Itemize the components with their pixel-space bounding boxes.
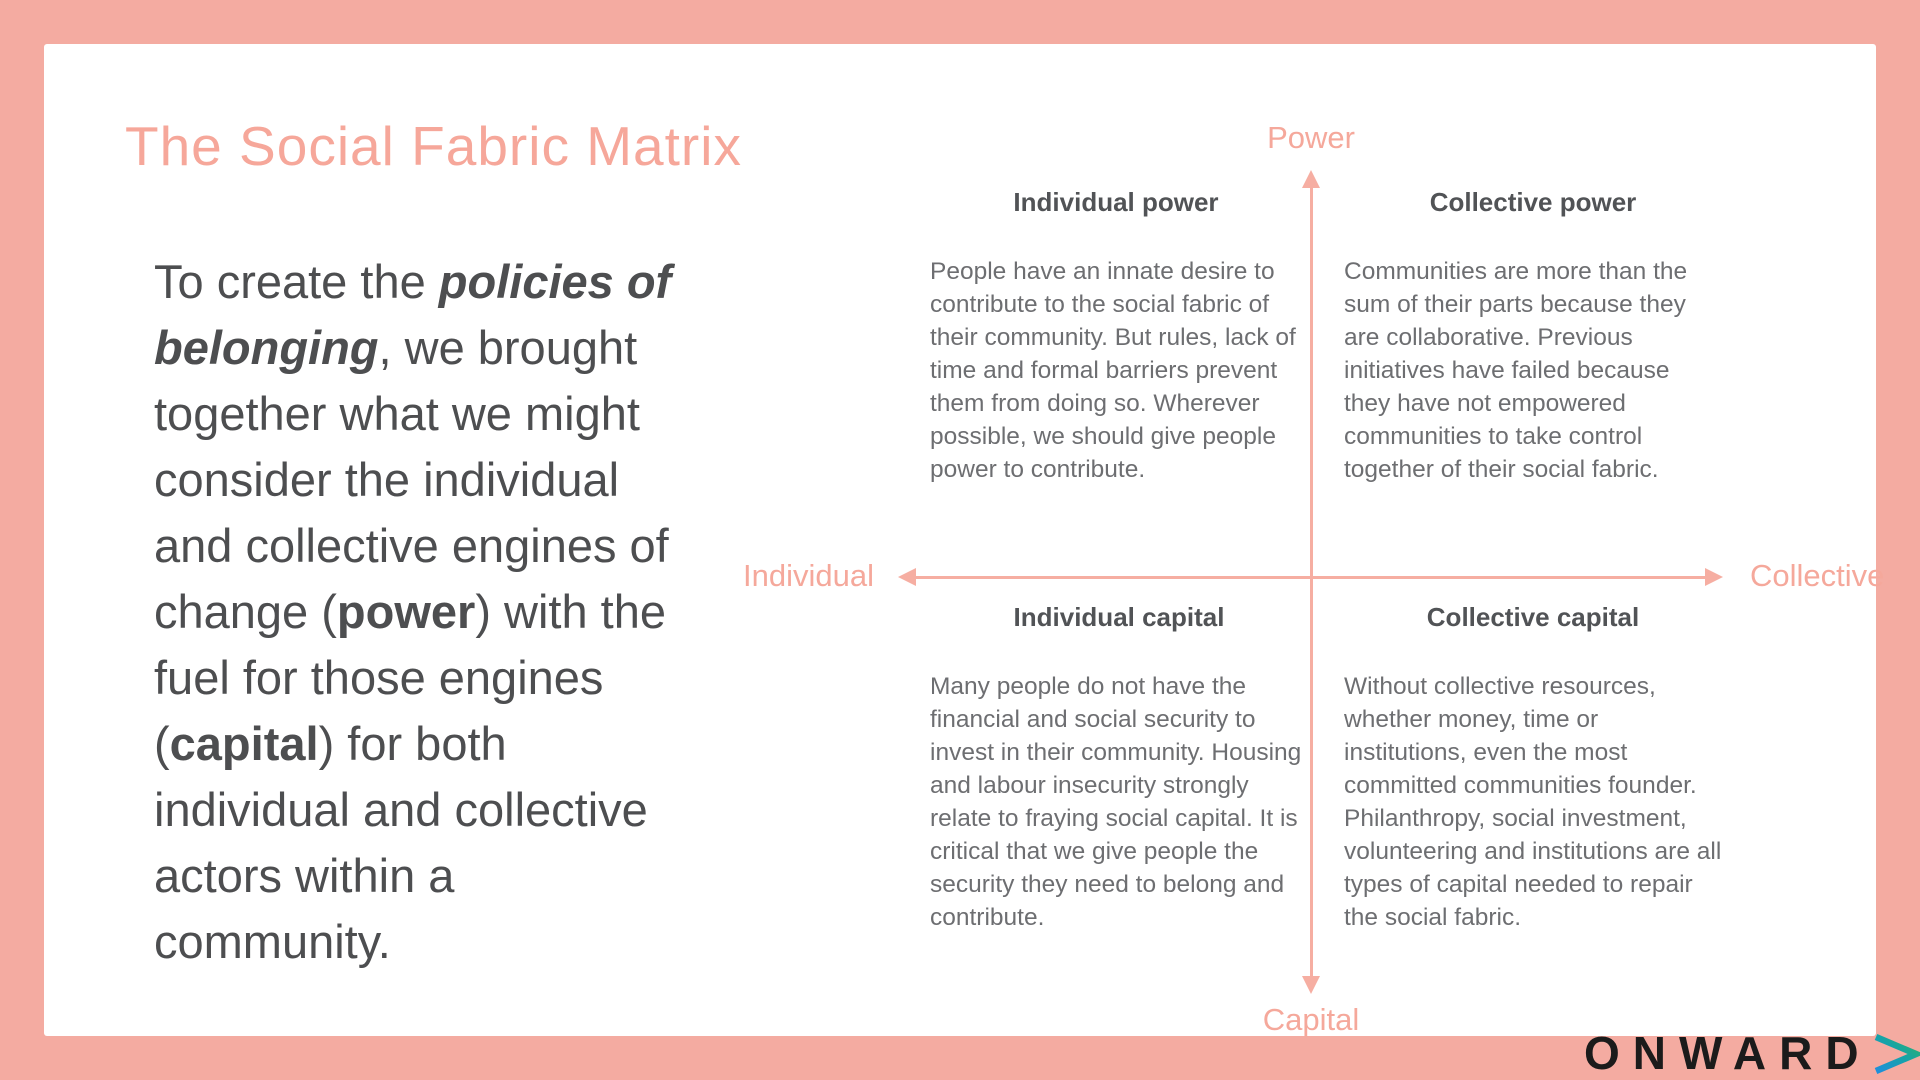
quadrant-title: Collective capital (1426, 602, 1640, 632)
intro-line (154, 645, 774, 711)
intro-text: ) with the (475, 585, 667, 638)
onward-wordmark: ONWARD (1584, 1027, 1872, 1079)
intro-text: fuel for those engines (154, 651, 604, 704)
quadrant-body: Communities are more than the sum of their parts because they are collaborative. Previous initiatives have failed because they have not empowered communities to take control together of their social fabric. (1344, 258, 1688, 483)
intro-text-emphasis: belonging (154, 321, 379, 374)
intro-paragraph (154, 249, 774, 975)
quadrant-collective-capital (1344, 600, 1722, 934)
intro-text-emphasis: policies of (438, 255, 672, 308)
quadrant-body: Many people do not have the financial and social security to invest in their community. Housing and labour insecurity strongly relate to fraying social capital. It is critical that we give people the security they need to belong and contribute. (930, 673, 1302, 931)
quadrant-title: Individual capital (1013, 602, 1225, 632)
axis-label-individual: Individual (743, 558, 874, 593)
quadrant-title: Individual power (1013, 187, 1219, 217)
quadrant-body: People have an innate desire to contribute to the social fabric of their community. But rules, lack of time and formal barriers prevent them from doing so. Wherever possible, we should give people power to contribute. (930, 258, 1296, 483)
arrow-down-icon (1302, 976, 1320, 994)
quadrant-body: Without collective resources, whether money, time or institutions, even the most committed communities founder. Philanthropy, social investment, volunteering and institutions are all types of capital needed to repair the social fabric. (1344, 673, 1722, 931)
intro-line (154, 249, 774, 315)
intro-line (154, 843, 774, 909)
intro-line (154, 777, 774, 843)
axis-label-collective: Collective (1750, 558, 1885, 593)
intro-text: consider the individual (154, 453, 620, 506)
axis-label-capital: Capital (1262, 1002, 1360, 1037)
intro-line (154, 381, 774, 447)
intro-text: and collective engines of (154, 519, 669, 572)
quadrant-individual-power (930, 185, 1302, 486)
intro-text: To create the (154, 255, 439, 308)
intro-text: community. (154, 915, 391, 968)
arrow-right-icon (1705, 568, 1723, 586)
intro-text: together what we might (154, 387, 640, 440)
intro-line (154, 315, 774, 381)
onward-chevron-icon (1870, 1030, 1920, 1078)
intro-text: actors within a (154, 849, 455, 902)
arrow-left-icon (898, 568, 916, 586)
intro-text: individual and collective (154, 783, 648, 836)
intro-line (154, 909, 774, 975)
intro-text-bold: power (336, 585, 476, 638)
intro-text: , we brought (378, 321, 638, 374)
intro-text: ) for both (318, 717, 507, 770)
slide-title: The Social Fabric Matrix (125, 115, 742, 177)
intro-text: change ( (154, 585, 337, 638)
intro-text: ( (154, 717, 170, 770)
vertical-axis-line (1310, 187, 1313, 977)
intro-line (154, 711, 774, 777)
axis-label-power: Power (1267, 120, 1355, 155)
slide-panel (44, 44, 1885, 1079)
intro-line (154, 447, 774, 513)
quadrant-title: Collective power (1429, 187, 1637, 217)
horizontal-axis-line (916, 576, 1706, 579)
intro-text-bold: capital (169, 717, 319, 770)
quadrant-collective-power (1344, 185, 1722, 486)
quadrant-individual-capital (930, 600, 1308, 934)
onward-logo (1584, 1026, 1920, 1080)
arrow-up-icon (1302, 170, 1320, 188)
